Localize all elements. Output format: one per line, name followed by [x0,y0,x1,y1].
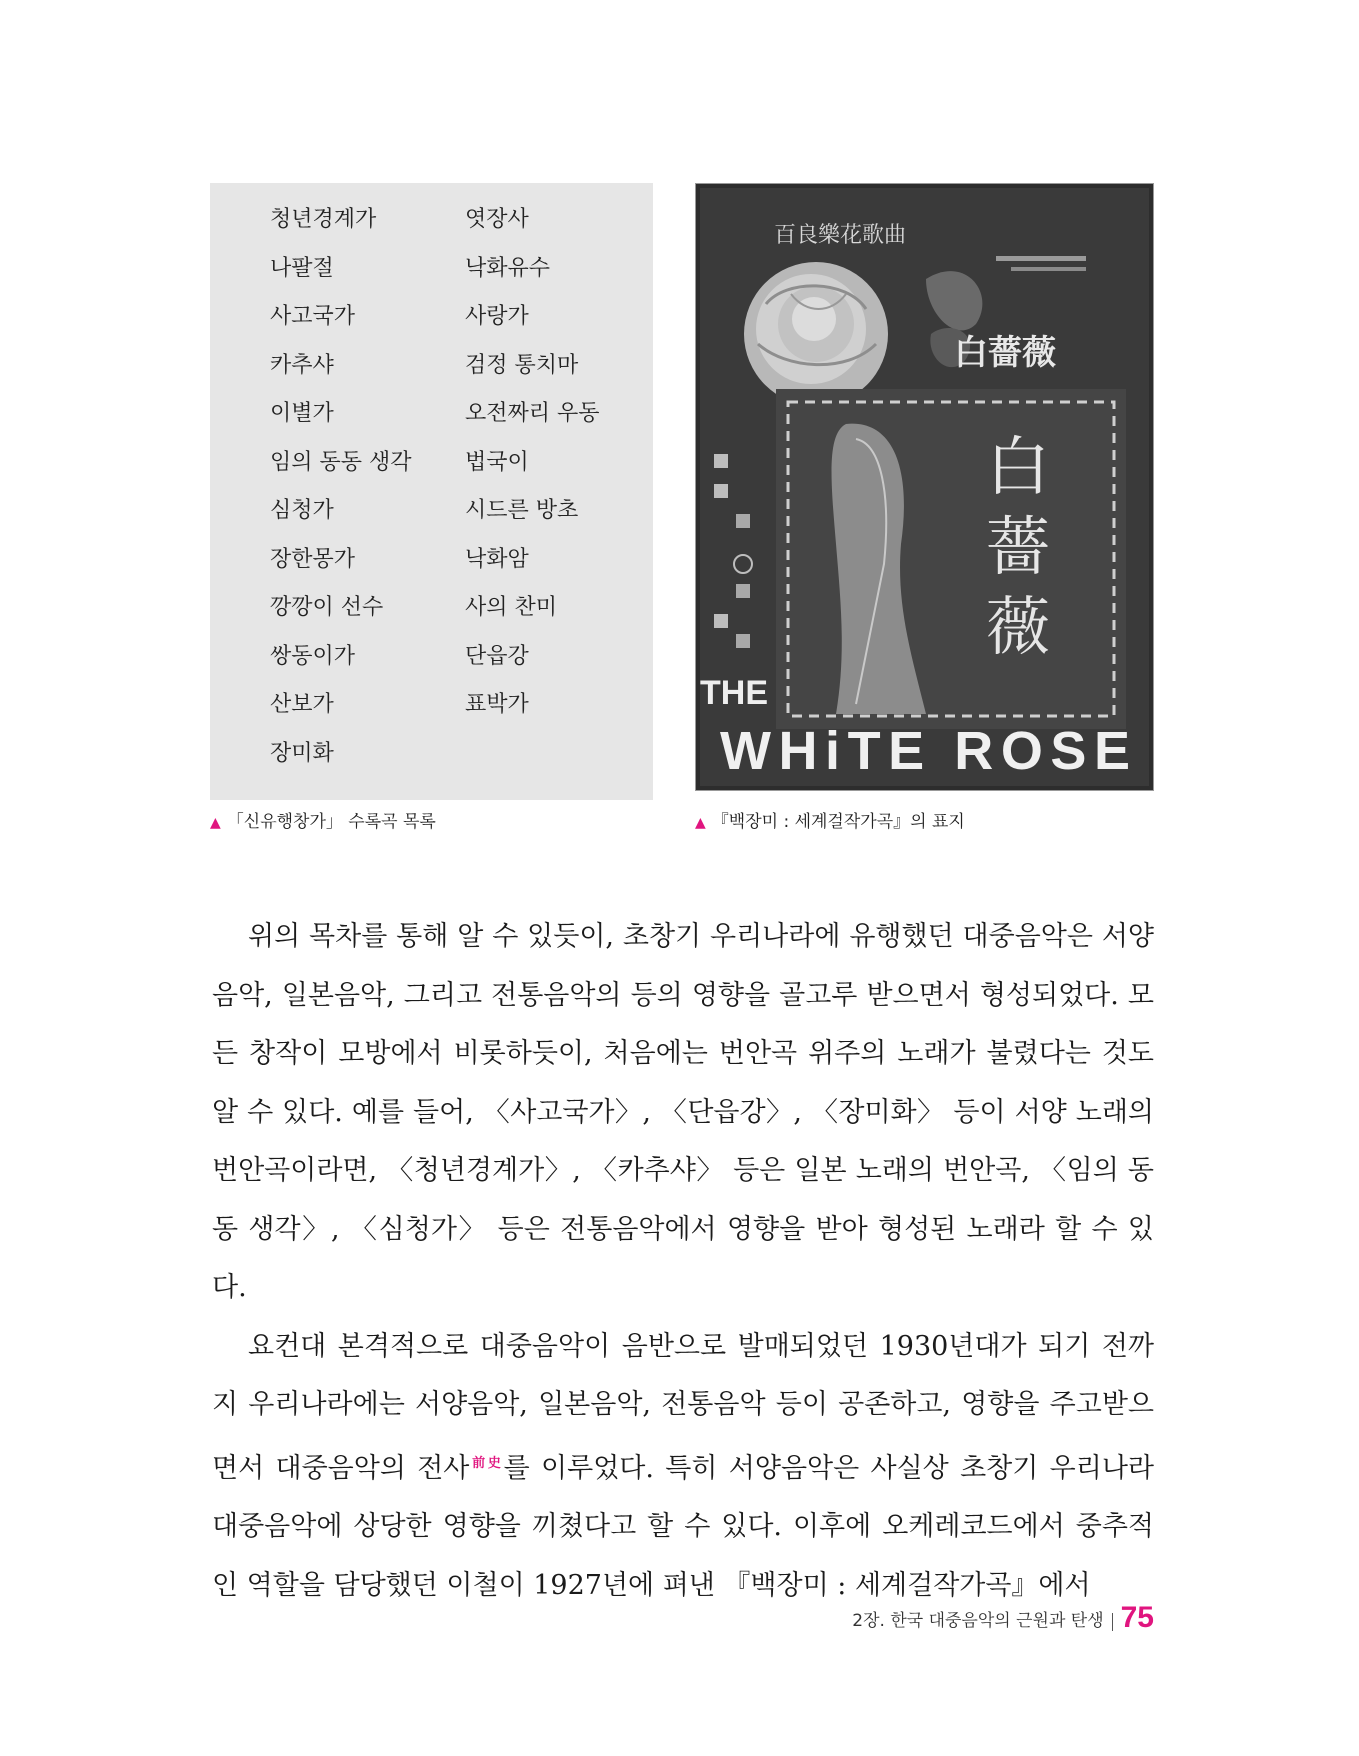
caption-text: 『백장미 : 세계걸작가곡』의 표지 [711,812,965,832]
album-cover-image [695,183,1154,791]
footer-separator [1112,1613,1113,1631]
song-item: 이별가 [270,401,334,426]
song-item: 표박가 [465,692,529,717]
caption-song-list [210,810,436,835]
song-item: 임의 동동 생각 [270,449,412,475]
song-item: 장미화 [270,740,334,766]
song-item: 엿장사 [465,207,529,232]
cover-english-title: WHiTE ROSE [720,721,1130,781]
song-list-left-column [270,205,412,787]
song-item: 사고국가 [270,304,356,329]
song-item: 사의 찬미 [465,595,558,620]
cover-big-char-2: 薔 [986,511,1050,585]
song-item: 법국이 [465,449,529,475]
cover-big-char-1: 白 [986,431,1050,505]
body-text [212,908,1154,1615]
song-list-right-column [465,205,600,739]
cover-title-cjk: 白薔薇 [954,333,1056,373]
hanja-annotation: 前史 [469,1455,504,1471]
paragraph [212,1318,1154,1616]
caption-album-cover [695,810,965,835]
song-item: 오전짜리 우동 [465,401,600,426]
cover-big-char-3: 薇 [986,591,1050,665]
caption-marker-icon: ▲ [210,815,221,831]
song-item: 깡깡이 선수 [270,595,384,620]
song-item: 단읍강 [465,643,529,669]
cover-top-text: 百良樂花歌曲 [774,223,907,248]
song-item: 카추샤 [270,352,334,378]
song-item: 사랑가 [465,304,529,329]
song-item: 장한몽가 [270,546,356,572]
paragraph-text: 를 이루었다. 특히 서양음악은 사실상 초창기 우리나라 대중음악에 상당한 영향을 끼쳤다고 할 수 있다. 이후에 오케레코드에서 중추적인 역할을 담당했던 이철이 1927년에 펴낸 『백장미 : 세계걸작가곡』에서 [212,1452,1154,1601]
song-item: 쌍동이가 [270,643,356,669]
paragraph: 위의 목차를 통해 알 수 있듯이, 초창기 우리나라에 유행했던 대중음악은 서양음악, 일본음악, 그리고 전통음악의 등의 영향을 골고루 받으면서 형성되었다. 모든 창작이 모방에서 비롯하듯이, 처음에는 번안곡 위주의 노래가 불렸다는 것도 알 수 있다. 예를 들어, 〈사고국가〉, 〈단읍강〉, 〈장미화〉 등이 서양 노래의 번안곡이라면, 〈청년경계가〉, 〈카추샤〉 등은 일본 노래의 번안곡, 〈임의 동동 생각〉, 〈심청가〉 등은 전통음악에서 영향을 받아 형성된 노래라 할 수 있다. [212,921,1154,1303]
rose-illustration [744,262,888,406]
song-item: 낙화유수 [465,255,551,281]
song-item: 낙화암 [465,546,529,572]
caption-text: 「신유행창가」 수록곡 목록 [226,812,436,832]
album-cover-illustration [696,184,1153,790]
footer-chapter-title: 2장. 한국 대중음악의 근원과 탄생 [852,1611,1104,1631]
page-number: 75 [1120,1601,1154,1634]
song-item: 심청가 [270,498,334,523]
song-item: 산보가 [270,692,334,717]
cover-english-the: THE [700,674,768,712]
song-item: 검정 통치마 [465,352,579,378]
song-item: 시드른 방초 [465,498,579,523]
song-item: 나팔절 [270,255,334,281]
page-footer [852,1603,1154,1633]
song-list-panel [210,183,653,800]
song-item: 청년경계가 [270,207,377,232]
caption-marker-icon: ▲ [695,815,706,831]
paragraph-text: 요컨대 본격적으로 대중음악이 음반으로 발매되었던 1930년대가 되기 전까지 우리나라에는 서양음악, 일본음악, 전통음악 등이 공존하고, 영향을 주고받으면서 대중음악의 전사 [212,1330,1154,1484]
